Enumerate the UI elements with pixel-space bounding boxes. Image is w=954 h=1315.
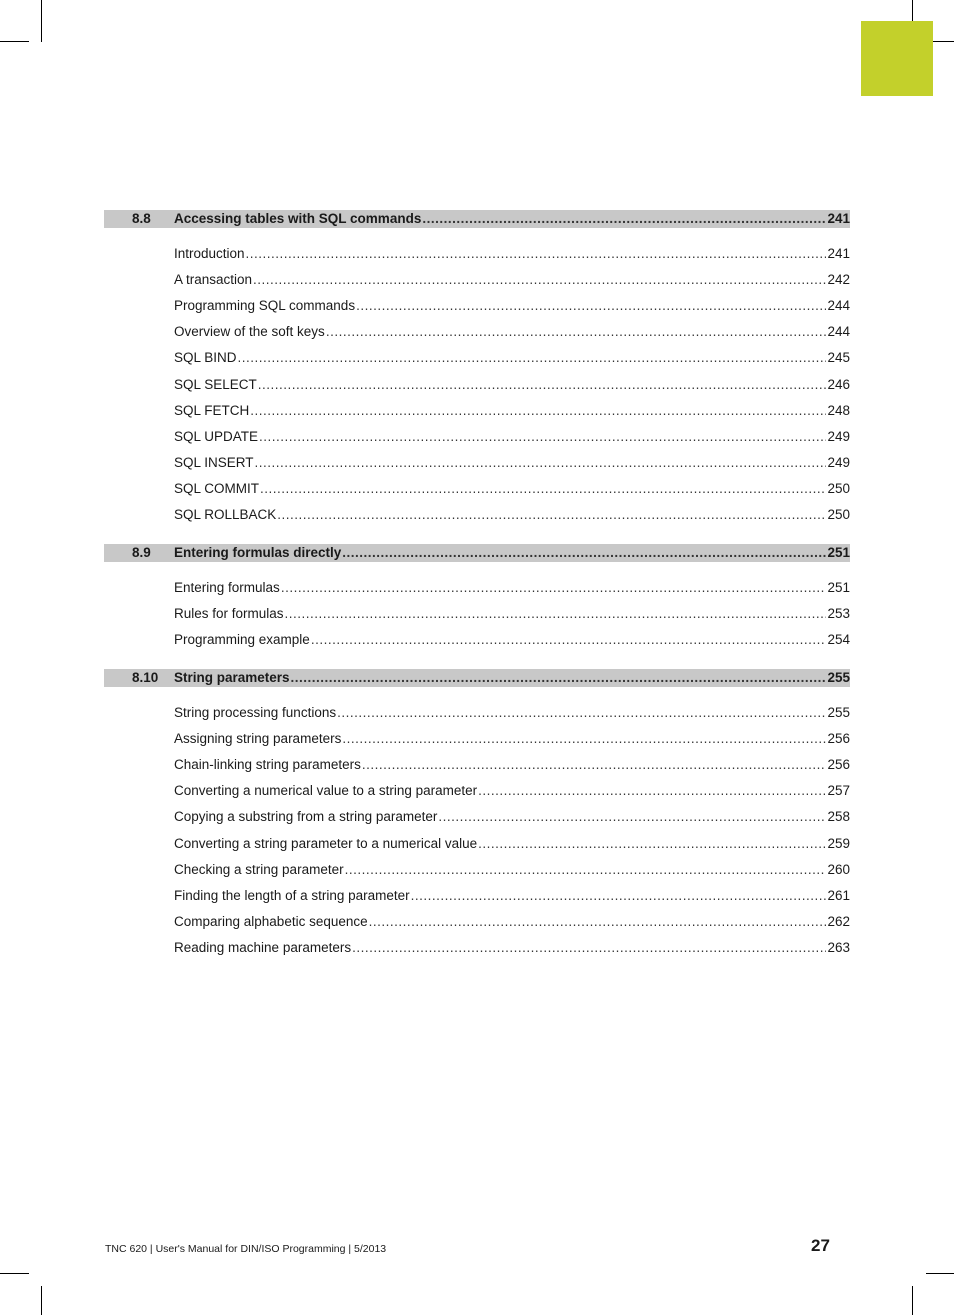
toc-entry[interactable] [174, 862, 850, 878]
leader-dots [238, 350, 827, 366]
entry-page: 241 [827, 246, 850, 261]
leader-dots [258, 377, 827, 393]
toc-entry[interactable] [174, 377, 850, 393]
leader-dots [478, 783, 826, 799]
toc-entry[interactable] [174, 272, 850, 288]
section-heading[interactable] [104, 544, 850, 562]
toc-entry[interactable] [174, 455, 850, 471]
entry-title: Chain-linking string parameters [174, 757, 361, 773]
leader-dots [342, 545, 826, 561]
section-title: Accessing tables with SQL commands [174, 211, 422, 226]
entry-title: Introduction [174, 246, 245, 261]
leader-dots [356, 298, 826, 314]
leader-dots [369, 914, 827, 930]
leader-dots [285, 606, 827, 622]
section-title: String parameters [174, 670, 290, 685]
section-number: 8.8 [132, 211, 151, 226]
entry-title: Converting a string parameter to a numerical value [174, 835, 478, 851]
entry-title: SQL ROLLBACK [174, 507, 277, 522]
crop-mark [41, 0, 42, 42]
toc-entry[interactable] [174, 731, 850, 747]
leader-dots [438, 809, 826, 825]
leader-dots [253, 272, 826, 288]
entry-title: Reading machine parameters [174, 939, 352, 955]
entry-title: SQL FETCH [174, 402, 250, 418]
entry-title: Overview of the soft keys [174, 324, 325, 340]
entry-page: 255 [827, 705, 850, 720]
toc-entry[interactable] [174, 507, 850, 523]
entry-title: SQL BIND [174, 350, 237, 366]
crop-mark [912, 0, 913, 22]
toc-entry[interactable] [174, 606, 850, 622]
entry-page: 242 [827, 272, 850, 288]
section-title-row [174, 545, 850, 561]
entry-page: 256 [827, 731, 850, 747]
leader-dots [422, 211, 826, 227]
section-title-row [174, 211, 850, 227]
entry-title: Copying a substring from a string parameter [174, 809, 438, 825]
crop-mark [926, 1273, 954, 1274]
toc-entry[interactable] [174, 324, 850, 340]
leader-dots [342, 731, 826, 747]
entry-title: Finding the length of a string parameter [174, 887, 410, 903]
toc-entry[interactable] [174, 757, 850, 773]
chapter-tab [861, 21, 933, 96]
leader-dots [411, 888, 827, 904]
entry-page: 251 [827, 580, 850, 595]
leader-dots [337, 705, 826, 721]
leader-dots [259, 429, 826, 445]
entry-page: 261 [827, 887, 850, 903]
entry-title: Programming SQL commands [174, 298, 356, 314]
toc-entry[interactable] [174, 298, 850, 314]
leader-dots [478, 836, 826, 852]
leader-dots [291, 670, 827, 686]
leader-dots [345, 862, 827, 878]
entry-title: SQL INSERT [174, 454, 254, 470]
toc-entry[interactable] [174, 429, 850, 445]
toc-entry[interactable] [174, 809, 850, 825]
toc-entry[interactable] [174, 481, 850, 497]
entry-page: 249 [827, 428, 850, 444]
leader-dots [352, 940, 826, 956]
section-title-row [174, 670, 850, 686]
crop-mark [0, 1273, 29, 1274]
crop-mark [912, 1286, 913, 1315]
toc-entry[interactable] [174, 914, 850, 930]
section-page: 251 [827, 545, 850, 560]
entry-page: 250 [827, 507, 850, 522]
crop-mark [0, 41, 29, 42]
entry-title: Entering formulas [174, 580, 280, 595]
page-number: 27 [811, 1236, 830, 1255]
leader-dots [246, 246, 827, 262]
leader-dots [260, 481, 826, 497]
entry-title: Programming example [174, 632, 310, 648]
toc-entry[interactable] [174, 246, 850, 262]
section-number: 8.9 [132, 545, 151, 560]
entry-page: 260 [827, 861, 850, 877]
entry-page: 244 [827, 324, 850, 340]
leader-dots [326, 324, 827, 340]
entry-page: 245 [827, 350, 850, 366]
toc-entry[interactable] [174, 940, 850, 956]
leader-dots [277, 507, 826, 523]
entry-page: 248 [827, 402, 850, 418]
section-page: 255 [827, 670, 850, 685]
entry-title: Checking a string parameter [174, 861, 344, 877]
section-number: 8.10 [132, 670, 159, 685]
entry-page: 246 [827, 376, 850, 392]
toc-entry[interactable] [174, 705, 850, 721]
toc-entry[interactable] [174, 632, 850, 648]
entry-page: 254 [827, 632, 850, 648]
section-page: 241 [827, 211, 850, 226]
entry-page: 253 [827, 606, 850, 622]
toc-entry[interactable] [174, 350, 850, 366]
entry-page: 249 [827, 454, 850, 470]
entry-title: Converting a numerical value to a string parameter [174, 783, 478, 799]
entry-page: 263 [827, 939, 850, 955]
leader-dots [281, 580, 827, 596]
entry-page: 257 [827, 783, 850, 799]
entry-title: SQL COMMIT [174, 480, 260, 496]
section-heading[interactable] [104, 669, 850, 687]
entry-page: 244 [827, 298, 850, 314]
leader-dots [255, 455, 827, 471]
entry-title: A transaction [174, 272, 253, 288]
toc-entry[interactable] [174, 836, 850, 852]
leader-dots [362, 757, 827, 773]
toc-entry[interactable] [174, 403, 850, 419]
entry-title: SQL UPDATE [174, 428, 259, 444]
section-heading[interactable] [104, 210, 850, 228]
leader-dots [250, 403, 826, 419]
footer-text: TNC 620 | User's Manual for DIN/ISO Programming | 5/2013 [105, 1243, 387, 1255]
entry-title: SQL SELECT [174, 376, 257, 392]
section-title: Entering formulas directly [174, 545, 342, 560]
entry-title: Assigning string parameters [174, 731, 342, 747]
entry-page: 256 [827, 757, 850, 773]
entry-page: 250 [827, 480, 850, 496]
entry-title: String processing functions [174, 705, 337, 720]
crop-mark [41, 1286, 42, 1315]
entry-page: 259 [827, 835, 850, 851]
toc-entry[interactable] [174, 783, 850, 799]
entry-title: Rules for formulas [174, 606, 284, 622]
leader-dots [311, 632, 827, 648]
entry-page: 262 [827, 913, 850, 929]
toc-entry[interactable] [174, 888, 850, 904]
toc-entry[interactable] [174, 580, 850, 596]
entry-page: 258 [827, 809, 850, 825]
entry-title: Comparing alphabetic sequence [174, 913, 368, 929]
